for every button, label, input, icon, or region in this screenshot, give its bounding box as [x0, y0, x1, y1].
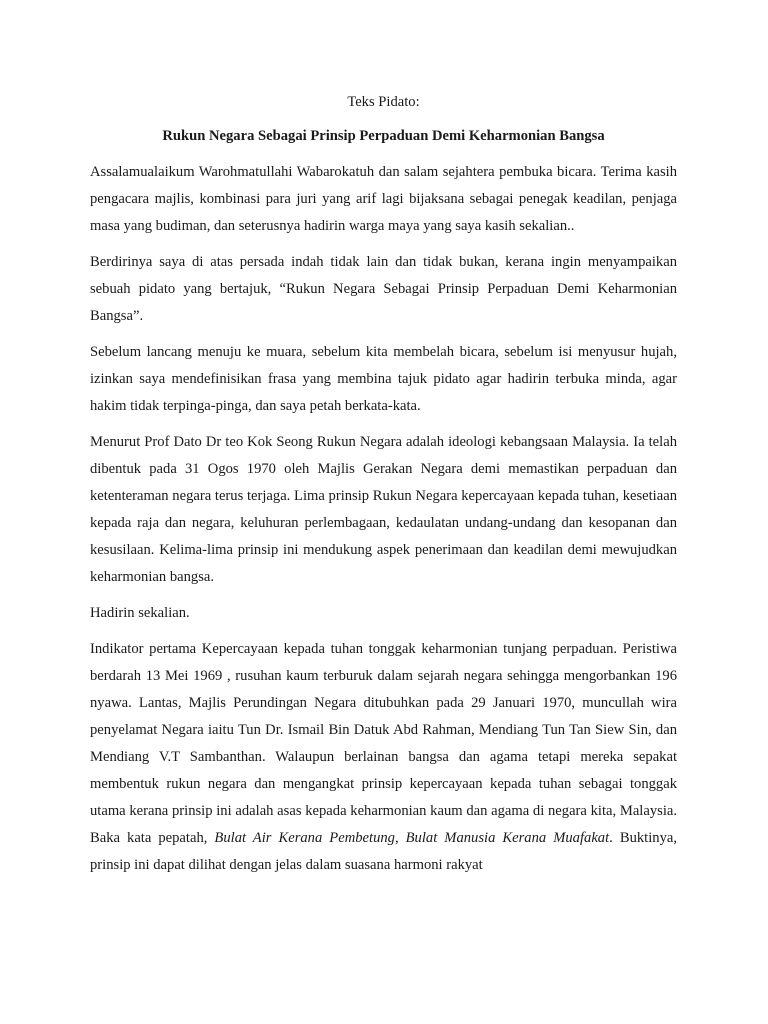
proverb-text: Bulat Air Kerana Pembetung, Bulat Manusia Kerana Muafakat: [214, 830, 610, 846]
document-label: Teks Pidato:: [347, 94, 420, 110]
document-title: Rukun Negara Sebagai Prinsip Perpaduan Demi Keharmonian Bangsa: [162, 128, 605, 144]
paragraph-greeting: Assalamualaikum Warohmatullahi Wabarokatuh dan salam sejahtera pembuka bicara. Terima kasih pengacara majlis, kombinasi para juri yang arif lagi bijaksana sebagai penegak keadilan, penjaga masa yang budiman, dan seterusnya hadirin warga maya yang saya kasih sekalian..: [90, 164, 677, 234]
paragraph-indicator-one-text: Indikator pertama Kepercayaan kepada tuhan tonggak keharmonian tunjang perpaduan. Peristiwa berdarah 13 Mei 1969 , rusuhan kaum terburuk dalam sejarah negara sehingga mengorbankan 196 nyawa. Lantas, Majlis Perundingan Negara ditubuhkan pada 29 Januari 1970, muncullah wira penyelamat Negara iaitu Tun Dr. Ismail Bin Datuk Abd Rahman, Mendiang Tun Tan Siew Sin, dan Mendiang V.T Sambanthan. Walaupun berlainan bangsa dan agama tetapi mereka sepakat membentuk rukun negara dan mengangkat prinsip kepercayaan kepada tuhan sebagai tonggak utama kerana prinsip ini adalah asas kepada keharmonian kaum dan agama di negara kita, Malaysia. Baka kata pepatah,: [90, 641, 677, 846]
paragraph-intro: Berdirinya saya di atas persada indah tidak lain dan tidak bukan, kerana ingin menyampaikan sebuah pidato yang bertajuk, “Rukun Negara Sebagai Prinsip Perpaduan Demi Keharmonian Bangsa”.: [90, 254, 677, 324]
document-page: [90, 90, 677, 888]
paragraph-indicator-one: [90, 636, 677, 879]
paragraph-indicator-one-continuation: . Buktinya, prinsip ini dapat dilihat dengan jelas dalam suasana harmoni rakyat: [90, 830, 677, 873]
paragraph-definition: Sebelum lancang menuju ke muara, sebelum kita membelah bicara, sebelum isi menyusur hujah, izinkan saya mendefinisikan frasa yang membina tajuk pidato agar hadirin terbuka minda, agar hakim tidak terpinga-pinga, dan saya petah berkata-kata.: [90, 344, 677, 414]
paragraph-address: Hadirin sekalian.: [90, 605, 190, 621]
paragraph-rukun-negara: Menurut Prof Dato Dr teo Kok Seong Rukun Negara adalah ideologi kebangsaan Malaysia. Ia telah dibentuk pada 31 Ogos 1970 oleh Majlis Gerakan Negara demi memastikan perpaduan dan ketenteraman negara terus terjaga. Lima prinsip Rukun Negara kepercayaan kepada tuhan, kesetiaan kepada raja dan negara, keluhuran perlembagaan, kedaulatan undang-undang dan kesopanan dan kesusilaan. Kelima-lima prinsip ini mendukung aspek penerimaan dan keadilan demi mewujudkan keharmonian bangsa.: [90, 434, 677, 585]
